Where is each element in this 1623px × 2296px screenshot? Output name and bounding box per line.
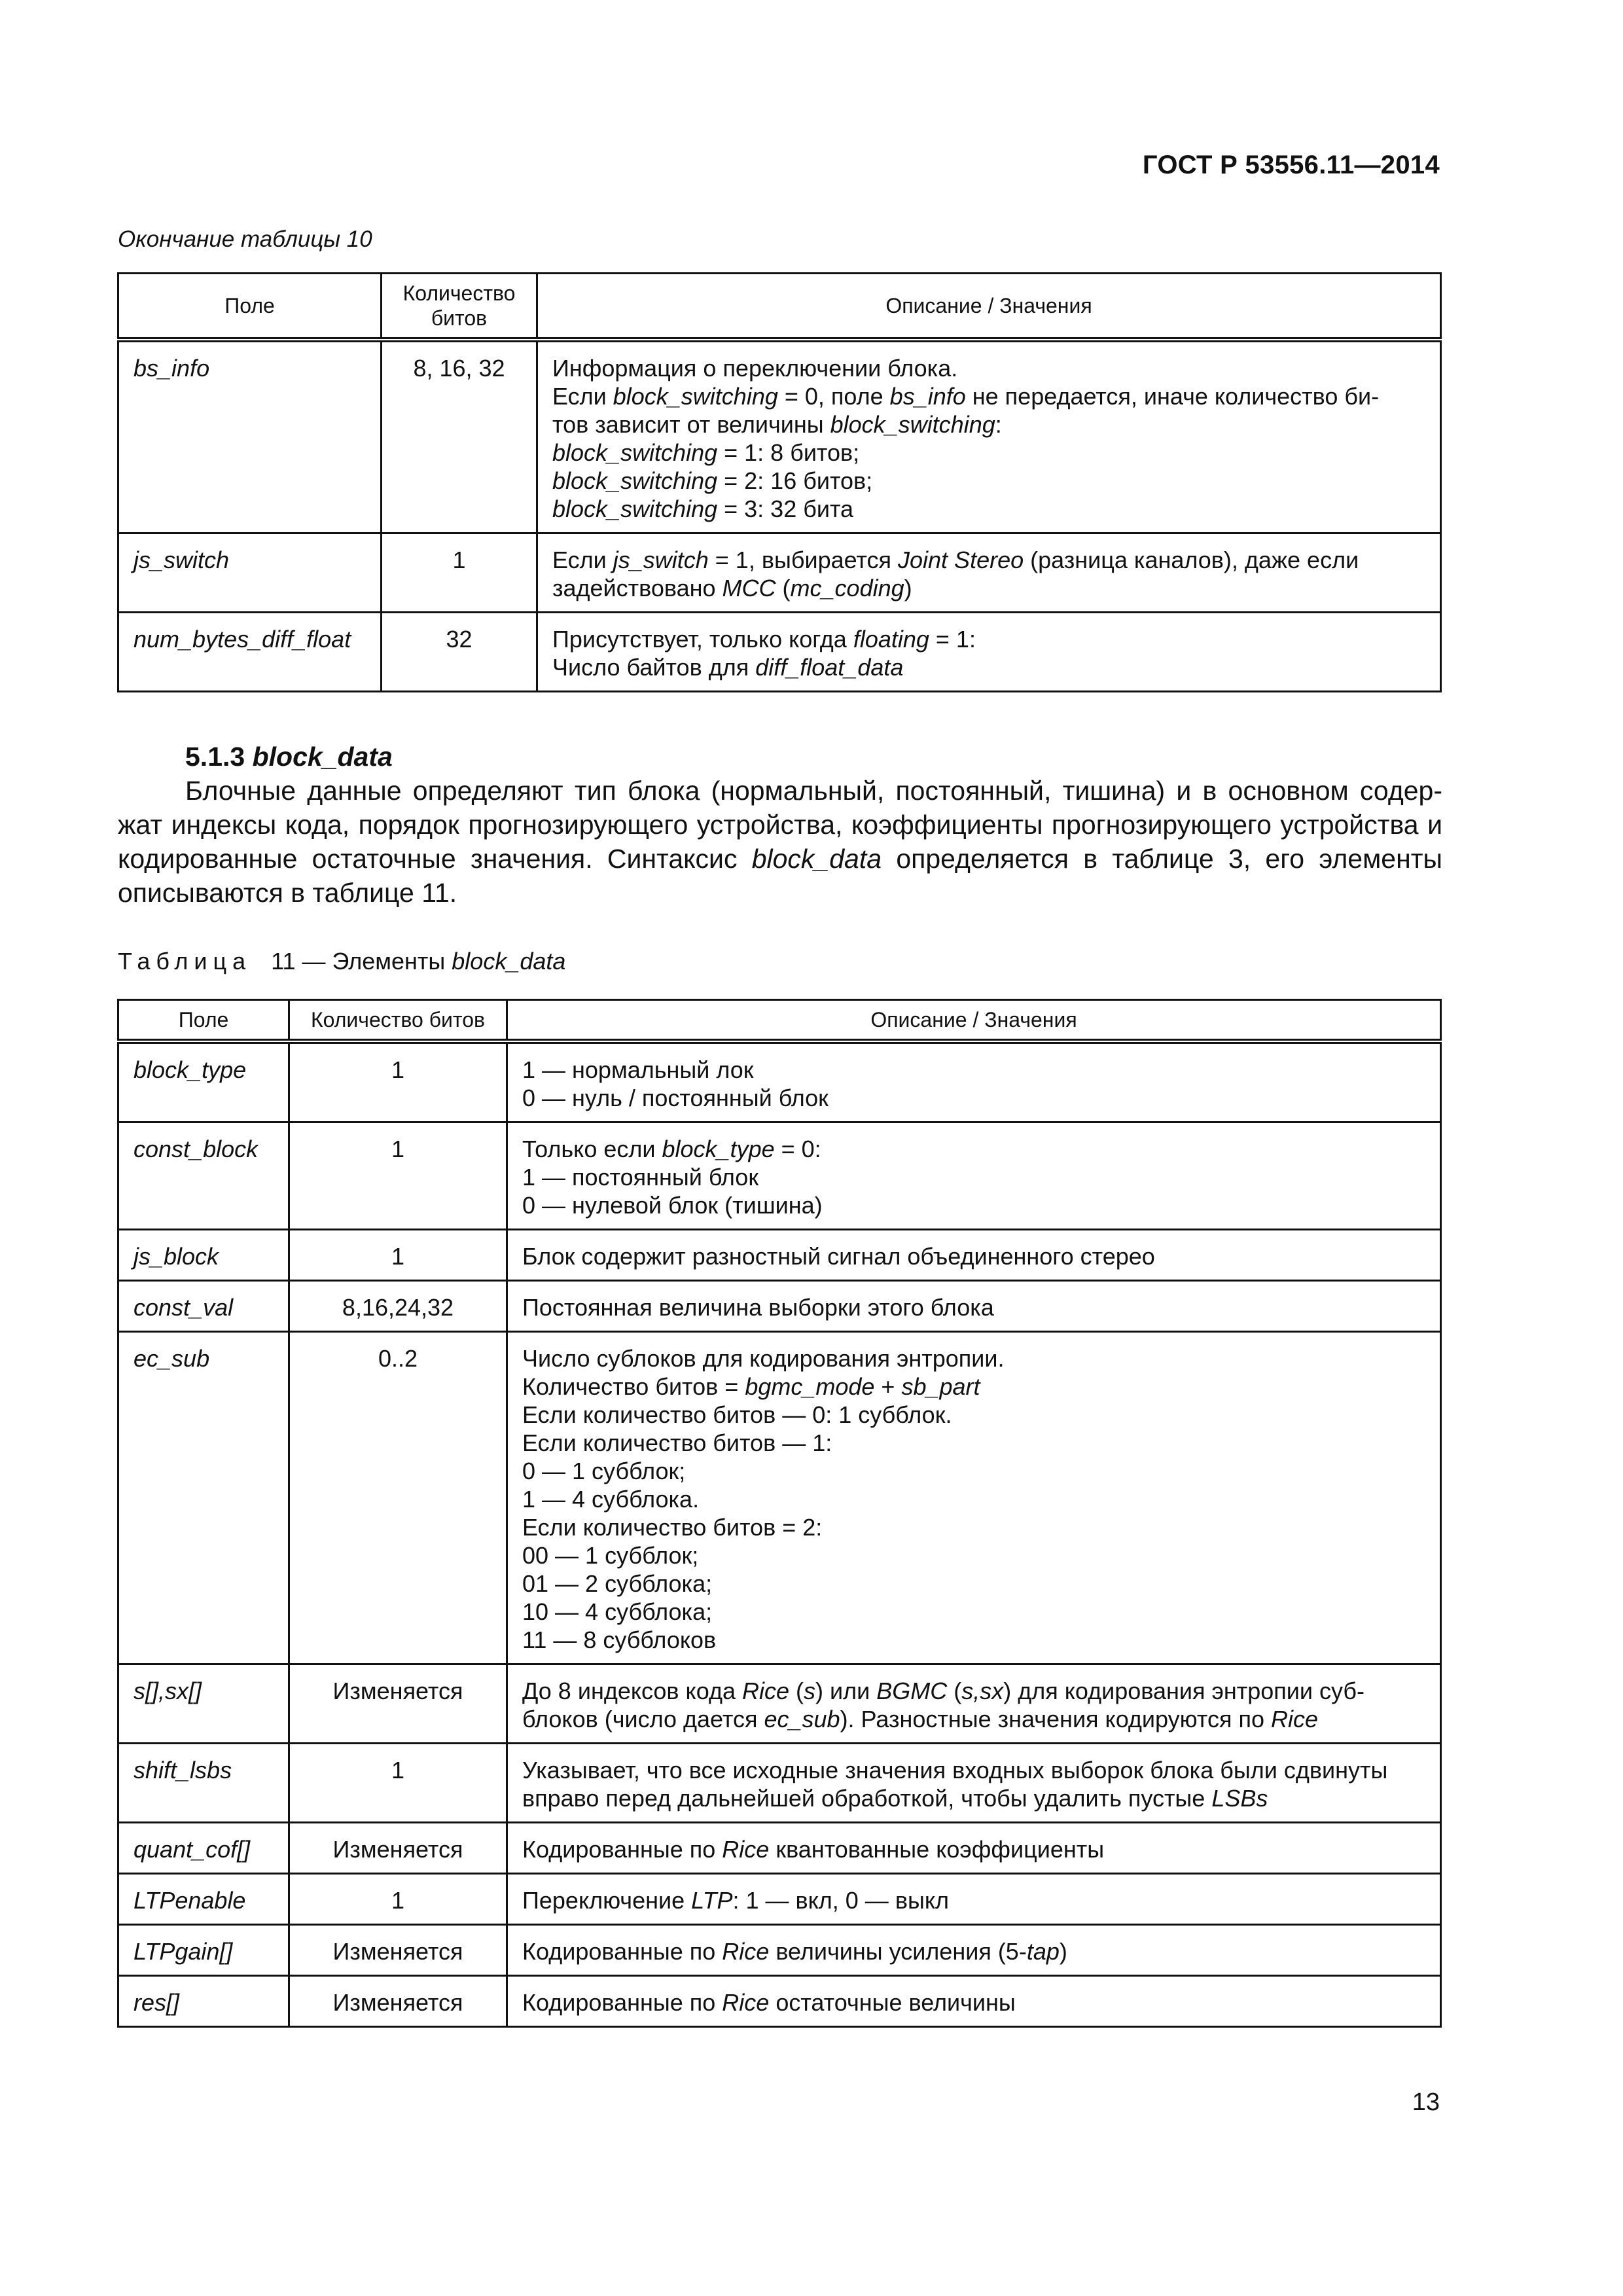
description-text: Блок содержит разностный сигнал объединенного стерео — [522, 1243, 1155, 1270]
description-cell — [537, 533, 1441, 613]
description-text: квантованные коэффициенты — [769, 1836, 1105, 1863]
description-line — [552, 382, 1425, 410]
table-11 — [117, 999, 1442, 2028]
field-name-cell: res[] — [118, 1976, 289, 2027]
description-text: block_switching — [613, 383, 778, 410]
description-text: = 1: — [929, 626, 976, 653]
description-line — [522, 1513, 1425, 1541]
description-cell — [537, 613, 1441, 692]
table-header-row — [118, 274, 1441, 340]
description-text: block_switching — [830, 411, 995, 438]
paragraph-text: block_data — [751, 844, 882, 874]
description-line — [552, 439, 1425, 467]
description-text: 0 — нулевой блок (тишина) — [522, 1192, 823, 1219]
description-line — [522, 1401, 1425, 1429]
page-number: 13 — [1412, 2089, 1440, 2116]
bit-count-cell: 8,16,24,32 — [289, 1281, 507, 1332]
bit-count-cell: Изменяется — [289, 1664, 507, 1744]
description-text: 1 — 4 субблока. — [522, 1486, 700, 1513]
description-text: Rice — [722, 1989, 770, 2016]
description-text: не передается, иначе количество би- — [965, 383, 1380, 410]
description-text: Только если — [522, 1136, 662, 1162]
description-cell — [507, 1744, 1441, 1823]
description-cell — [507, 1874, 1441, 1925]
table-row — [118, 1281, 1441, 1332]
description-text: (разница каналов), даже если — [1024, 547, 1359, 573]
description-text: s,sx — [961, 1677, 1004, 1704]
description-text: = 0, поле — [777, 383, 890, 410]
description-cell — [507, 1823, 1441, 1874]
description-text: До 8 индексов кода — [522, 1677, 742, 1704]
description-text: ( — [947, 1677, 962, 1704]
description-text: ( — [789, 1677, 804, 1704]
description-text: = 3: 32 бита — [717, 495, 854, 522]
description-line — [522, 1784, 1425, 1812]
field-name-cell: block_type — [118, 1041, 289, 1122]
field-name-cell: const_val — [118, 1281, 289, 1332]
description-line — [522, 1135, 1425, 1163]
description-cell — [507, 1230, 1441, 1281]
description-line — [522, 1056, 1425, 1084]
field-name-cell: js_block — [118, 1230, 289, 1281]
description-line — [522, 1626, 1425, 1654]
description-text: LSBs — [1211, 1785, 1268, 1812]
table-row — [118, 1823, 1441, 1874]
description-line — [522, 1598, 1425, 1626]
bit-count-cell: 0..2 — [289, 1332, 507, 1664]
description-text: Количество битов = — [522, 1373, 745, 1400]
description-text: floating — [853, 626, 929, 653]
table-row — [118, 533, 1441, 613]
description-text: ). Разностные значения кодируются по — [840, 1706, 1271, 1732]
description-line — [522, 1541, 1425, 1570]
section-5-1-3 — [118, 740, 1442, 910]
table-row — [118, 1925, 1441, 1976]
description-text: 01 — 2 субблока; — [522, 1570, 713, 1597]
description-text: tap — [1026, 1938, 1060, 1965]
description-line — [522, 1372, 1425, 1401]
document-header: ГОСТ Р 53556.11—2014 — [1142, 151, 1440, 179]
description-text: : 1 — вкл, 0 — выкл — [732, 1887, 949, 1914]
description-line — [522, 1457, 1425, 1485]
description-text: Rice — [741, 1677, 790, 1704]
description-line — [522, 1886, 1425, 1914]
description-cell — [507, 1976, 1441, 2027]
description-text: Число сублоков для кодирования энтропии. — [522, 1345, 1005, 1372]
table10-caption: Окончание таблицы 10 — [118, 226, 372, 252]
description-line — [522, 1937, 1425, 1965]
table11-caption — [118, 948, 565, 975]
description-text: 1 — нормальный лок — [522, 1056, 754, 1083]
description-line — [522, 1429, 1425, 1457]
description-cell — [507, 1281, 1441, 1332]
header-bits-line2: битов — [431, 306, 488, 330]
field-name-cell: bs_info — [118, 340, 382, 533]
paragraph-text: определяется в таблице 3, его элементы описываются в таблице 11. — [118, 844, 1442, 908]
table-header-row — [118, 1000, 1441, 1042]
table-row — [118, 1230, 1441, 1281]
table-row — [118, 1332, 1441, 1664]
description-text: задействовано — [552, 575, 722, 601]
field-name-cell: quant_cof[] — [118, 1823, 289, 1874]
description-text: : — [995, 411, 1002, 438]
description-text: mc_coding — [790, 575, 904, 601]
description-line — [522, 1756, 1425, 1784]
description-text: тов зависит от величины — [552, 411, 830, 438]
description-text: Кодированные по — [522, 1938, 722, 1965]
description-text: = 1, выбирается — [708, 547, 899, 573]
description-line — [522, 1191, 1425, 1219]
description-text: 11 — 8 субблоков — [522, 1626, 717, 1653]
section-paragraph — [118, 774, 1442, 910]
table11-caption-rest: 11 — Элементы — [271, 948, 452, 975]
header-desc: Описание / Значения — [537, 274, 1441, 340]
field-name-cell: ec_sub — [118, 1332, 289, 1664]
description-text: Если количество битов = 2: — [522, 1514, 823, 1541]
description-text: ) для кодирования энтропии суб- — [1003, 1677, 1365, 1704]
header-bits: Количество битов — [289, 1000, 507, 1042]
section-title-text: block_data — [252, 742, 393, 772]
description-text: js_switch — [613, 547, 709, 573]
description-text: s — [804, 1677, 816, 1704]
table11-caption-label: Таблица — [118, 948, 252, 975]
description-text: Если — [552, 547, 613, 573]
description-text: Присутствует, только когда — [552, 626, 853, 653]
description-text: Если — [552, 383, 613, 410]
bit-count-cell: 32 — [382, 613, 537, 692]
description-text: Постоянная величина выборки этого блока — [522, 1294, 994, 1321]
description-text: Если количество битов — 0: 1 субблок. — [522, 1401, 952, 1428]
table-row — [118, 1976, 1441, 2027]
description-text: Переключение — [522, 1887, 692, 1914]
description-cell — [507, 1041, 1441, 1122]
description-text: величины усиления (5- — [769, 1938, 1027, 1965]
description-text: block_switching — [552, 439, 718, 466]
bit-count-cell: 1 — [289, 1041, 507, 1122]
description-text: = 2: 16 битов; — [717, 467, 873, 494]
description-text: вправо перед дальнейшей обработкой, чтобы удалить пустые — [522, 1785, 1212, 1812]
description-line — [552, 574, 1425, 602]
header-desc: Описание / Значения — [507, 1000, 1441, 1042]
field-name-cell: LTPgain[] — [118, 1925, 289, 1976]
section-number: 5.1.3 — [185, 742, 245, 772]
description-text: 0 — нуль / постоянный блок — [522, 1085, 829, 1111]
bit-count-cell: Изменяется — [289, 1823, 507, 1874]
description-text: = 0: — [774, 1136, 821, 1162]
field-name-cell: js_switch — [118, 533, 382, 613]
description-text: = 1: 8 битов; — [717, 439, 860, 466]
description-text: block_type — [662, 1136, 775, 1162]
description-text: Указывает, что все исходные значения входных выборок блока были сдвинуты — [522, 1757, 1388, 1784]
description-text: Rice — [722, 1836, 770, 1863]
description-line — [522, 1084, 1425, 1112]
description-text: Кодированные по — [522, 1836, 722, 1863]
description-line — [522, 1293, 1425, 1321]
table-row — [118, 1041, 1441, 1122]
table-10 — [117, 272, 1442, 692]
description-line — [522, 1242, 1425, 1270]
bit-count-cell: 1 — [289, 1230, 507, 1281]
description-text: 0 — 1 субблок; — [522, 1458, 686, 1484]
description-text: Если количество битов — 1: — [522, 1429, 832, 1456]
description-text: ec_sub — [764, 1706, 840, 1732]
description-text: bs_info — [889, 383, 966, 410]
section-title — [118, 740, 1442, 774]
description-line — [552, 653, 1425, 681]
description-line — [552, 467, 1425, 495]
bit-count-cell: 1 — [382, 533, 537, 613]
table-row — [118, 613, 1441, 692]
description-line — [522, 1988, 1425, 2017]
description-text: ) — [1059, 1938, 1067, 1965]
description-text: 1 — постоянный блок — [522, 1164, 759, 1191]
header-bits-line1: Количество — [402, 281, 516, 305]
description-line — [552, 495, 1425, 523]
field-name-cell: LTPenable — [118, 1874, 289, 1925]
description-text: Кодированные по — [522, 1989, 722, 2016]
description-line — [522, 1163, 1425, 1191]
description-line — [552, 546, 1425, 574]
table-row — [118, 340, 1441, 533]
description-line — [522, 1705, 1425, 1733]
bit-count-cell: Изменяется — [289, 1925, 507, 1976]
description-text: LTP — [691, 1887, 733, 1914]
description-text: Joint Stereo — [898, 547, 1024, 573]
bit-count-cell: 8, 16, 32 — [382, 340, 537, 533]
bit-count-cell: Изменяется — [289, 1976, 507, 2027]
description-text: block_switching — [552, 467, 718, 494]
description-cell — [507, 1925, 1441, 1976]
description-text: + — [874, 1373, 902, 1400]
table10-body — [118, 340, 1441, 692]
description-text: 10 — 4 субблока; — [522, 1598, 713, 1625]
description-text: diff_float_data — [755, 654, 904, 681]
bit-count-cell: 1 — [289, 1874, 507, 1925]
description-cell — [507, 1332, 1441, 1664]
description-line — [552, 625, 1425, 653]
description-line — [552, 410, 1425, 439]
description-text: ) — [904, 575, 912, 601]
description-line — [522, 1485, 1425, 1513]
description-line — [522, 1835, 1425, 1863]
description-text: ) или — [815, 1677, 877, 1704]
description-text: Rice — [1270, 1706, 1318, 1732]
table11-body — [118, 1041, 1441, 2027]
description-text: block_switching — [552, 495, 718, 522]
description-text: блоков (число дается — [522, 1706, 764, 1732]
description-text: BGMC — [876, 1677, 948, 1704]
description-cell — [537, 340, 1441, 533]
description-line — [522, 1344, 1425, 1372]
description-text: Число байтов для — [552, 654, 756, 681]
table-row — [118, 1122, 1441, 1230]
table-row — [118, 1874, 1441, 1925]
description-text: ( — [776, 575, 791, 601]
bit-count-cell: 1 — [289, 1744, 507, 1823]
description-text: sb_part — [901, 1373, 980, 1400]
description-text: bgmc_mode — [745, 1373, 875, 1400]
description-text: Rice — [722, 1938, 770, 1965]
description-line — [522, 1677, 1425, 1705]
field-name-cell: s[],sx[] — [118, 1664, 289, 1744]
description-text: MCC — [722, 575, 776, 601]
table11-caption-italic: block_data — [452, 948, 566, 975]
description-text: 00 — 1 субблок; — [522, 1542, 699, 1569]
header-bits — [382, 274, 537, 340]
paragraph-text: Блочные данные определяют тип блока (нормальный, постоянный, тишина) и в основном содер-жат индексы кода, порядок прогнозирующего устройства, коэффициенты прогнозирующего устройства и кодированные остаточные значения. Синтаксис — [118, 776, 1442, 874]
description-cell — [507, 1664, 1441, 1744]
field-name-cell: const_block — [118, 1122, 289, 1230]
bit-count-cell: 1 — [289, 1122, 507, 1230]
field-name-cell: num_bytes_diff_float — [118, 613, 382, 692]
field-name-cell: shift_lsbs — [118, 1744, 289, 1823]
description-text: остаточные величины — [769, 1989, 1016, 2016]
header-field: Поле — [118, 1000, 289, 1042]
description-line — [552, 354, 1425, 382]
table-row — [118, 1744, 1441, 1823]
description-cell — [507, 1122, 1441, 1230]
table-row — [118, 1664, 1441, 1744]
description-text: Информация о переключении блока. — [552, 355, 958, 382]
header-field: Поле — [118, 274, 382, 340]
description-line — [522, 1570, 1425, 1598]
